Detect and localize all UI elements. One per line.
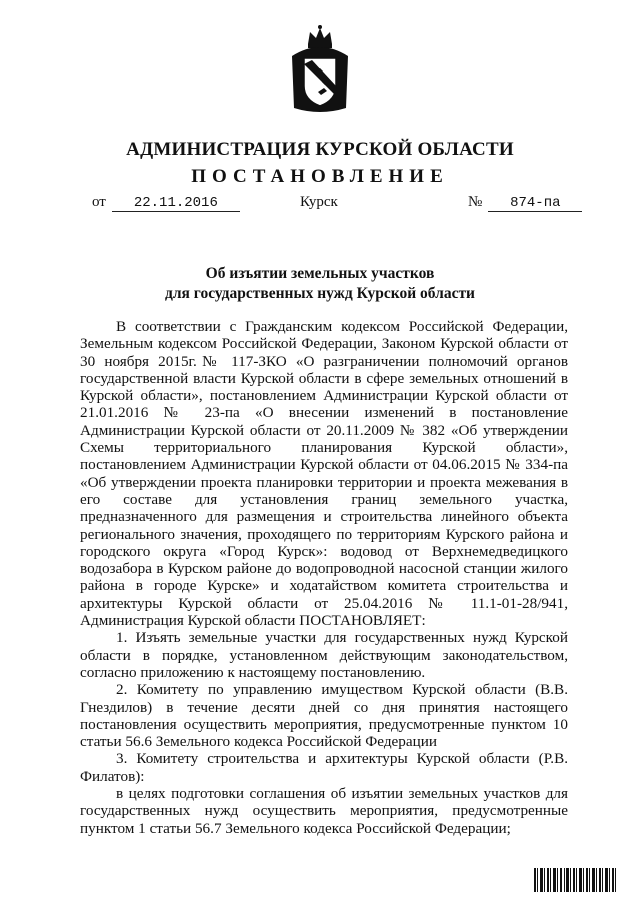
item-1-paragraph: 1. Изъять земельные участки для государственных нужд Курской области в порядке, установленном действующим законодательством, согласно приложению к настоящему постановлению. [80,629,568,681]
date-prefix: от [92,194,106,210]
number-value: 874-па [488,195,582,212]
preamble-paragraph: В соответствии с Гражданским кодексом Российской Федерации, Земельным кодексом Российской Федерации, Законом Курской области от 30 ноября 2015г.№ 117-ЗКО «О разграничении полномочий органов государственной власти Курской области в сфере земельных отношений в Курской области», постановлением Администрации Курской области от 21.01.2016 № 23-па «О внесении изменений в постановление Администрации Курской области от 20.11.2009 № 382 «Об утверждении Схемы территориального планирования Курской области», постановлением Администрации Курской области от 04.06.2015 № 334-па «Об утверждении проекта планировки территории и проекта межевания в его составе для установления границ земельного участка, предназначенного для размещения и строительства линейного объекта регионального значения, проходящего по территориям Курского района и городского округа «Город Курск»: водовод от Верхнемедведицкого водозабора в Курском районе до водопроводной насосной станции жилого района в городе Курске» и ходатайством комитета строительства и архитектуры Курской области от 25.04.2016 № 11.1-01-28/941, Администрация Курской области ПОСТАНОВЛЯЕТ: [80,318,568,630]
subject-line-2: для государственных нужд Курской области [165,285,475,302]
document-type: ПОСТАНОВЛЕНИЕ [191,166,449,187]
coat-of-arms-icon [286,24,354,114]
date-value: 22.11.2016 [112,195,240,212]
number-prefix: № [468,194,483,210]
subject-line-1: Об изъятии земельных участков [205,265,435,282]
item-3-paragraph: 3. Комитету строительства и архитектуры Курской области (Р.В. Филатов): [80,750,568,785]
item-2-paragraph: 2. Комитету по управлению имуществом Курской области (В.В. Гнездилов) в течение десяти дней со дня принятия настоящего постановления осуществить мероприятия, предусмотренные пунктом 10 статьи 56.6 Земельного кодекса Российской Федерации [80,681,568,751]
date-field [92,194,240,212]
barcode-icon [534,868,616,892]
number-field [468,194,582,212]
organization-title: АДМИНИСТРАЦИЯ КУРСКОЙ ОБЛАСТИ [126,139,514,160]
document-body [80,318,568,837]
city-label: Курск [300,194,338,210]
item-3-sub-paragraph: в целях подготовки соглашения об изъятии земельных участков для государственных нужд осуществить мероприятия, предусмотренные пунктом 1 статьи 56.7 Земельного кодекса Российской Федерации; [80,785,568,837]
subject-heading [0,264,640,304]
